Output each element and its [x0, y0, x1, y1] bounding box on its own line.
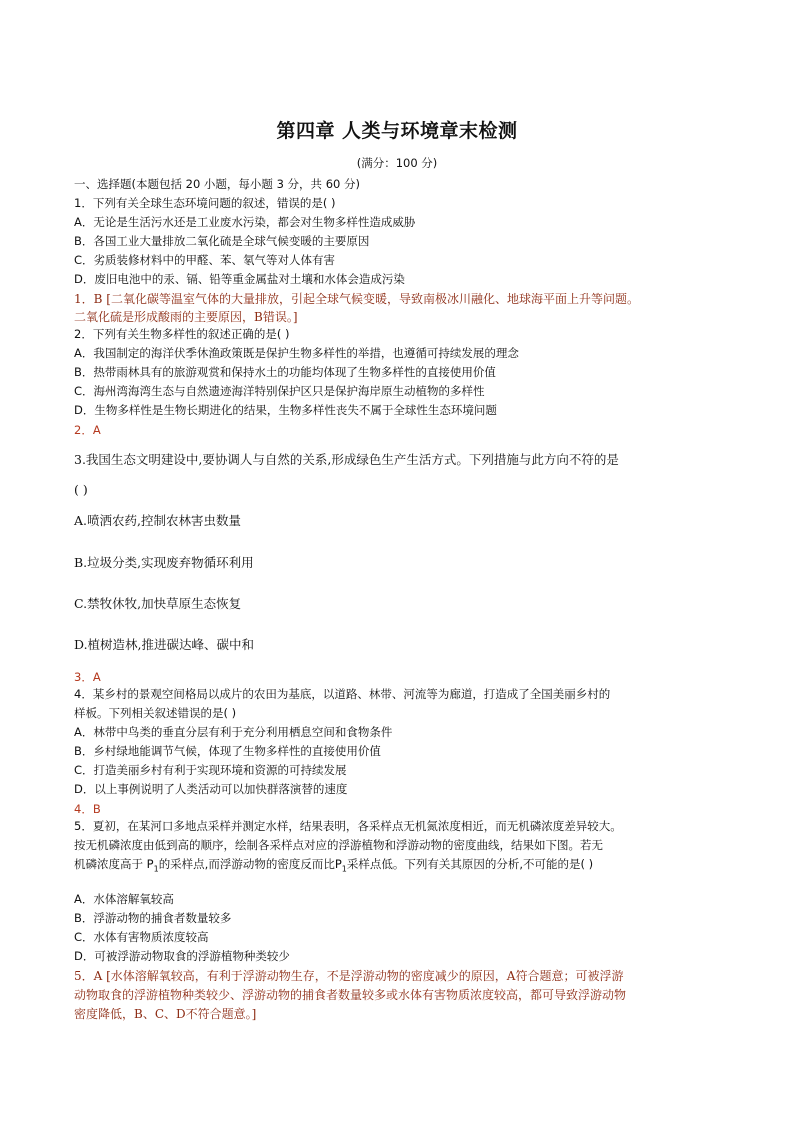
q2-option-b: B．热带雨林具有的旅游观赏和保持水土的功能均体现了生物多样性的直接使用价值	[74, 365, 496, 379]
q5-subscript-2: 1	[341, 864, 347, 874]
q2-option-d: D．生物多样性是生物长期进化的结果，生物多样性丧失不属于全球性生态环境问题	[74, 403, 497, 417]
q4-option-b: B．乡村绿地能调节气候，体现了生物多样性的直接使用价值	[74, 744, 381, 758]
q5-answer-line3: 密度降低，B、C、D不符合题意。]	[74, 1007, 257, 1021]
section-heading: 一、选择题(本题包括 20 小题，每小题 3 分，共 60 分)	[74, 177, 360, 191]
q1-option-d: D．废旧电池中的汞、镉、铅等重金属盐对土壤和水体会造成污染	[74, 272, 405, 286]
q1-option-a: A．无论是生活污水还是工业废水污染，都会对生物多样性造成威胁	[74, 215, 416, 229]
q4-answer: 4．B	[74, 802, 101, 816]
q5-option-a: A．水体溶解氧较高	[74, 892, 174, 906]
q1-option-b: B．各国工业大量排放二氧化硫是全球气候变暖的主要原因	[74, 234, 370, 248]
q1-option-c: C．劣质装修材料中的甲醛、苯、氡气等对人体有害	[74, 253, 336, 267]
q2-stem: 2．下列有关生物多样性的叙述正确的是( )	[74, 327, 290, 341]
page-title: 第四章 人类与环境章末检测	[276, 120, 518, 142]
q1-answer-line1: 1．B [二氧化碳等温室气体的大量排放，引起全球气候变暖，导致南极冰川融化、地球海平面上升等问题。	[74, 292, 639, 306]
q5-answer-line2: 动物取食的浮游植物种类较少、浮游动物的捕食者数量较多或水体有害物质浓度较高，都可导致浮游动物	[74, 988, 627, 1002]
q3-answer: 3．A	[74, 670, 101, 684]
q3-option-d: D.植树造林,推进碳达峰、碳中和	[74, 637, 255, 652]
q5-stem-line2: 按无机磷浓度由低到高的顺序，绘制各采样点对应的浮游植物和浮游动物的密度曲线，结果如下图。若无	[74, 838, 603, 852]
q5-option-c: C．水体有害物质浓度较高	[74, 930, 209, 944]
q3-option-c: C.禁牧休牧,加快草原生态恢复	[74, 596, 242, 611]
q2-option-c: C．海州湾海湾生态与自然遗迹海洋特别保护区只是保护海岸原生动植物的多样性	[74, 384, 485, 398]
q5-option-b: B．浮游动物的捕食者数量较多	[74, 911, 232, 925]
q1-answer-line2: 二氧化硫是形成酸雨的主要原因，B错误。]	[74, 310, 298, 324]
q5-stem-line3-pre: 机磷浓度高于 P	[74, 857, 154, 871]
q5-stem-line3-mid: 的采样点,而浮游动物的密度反而比P	[158, 857, 342, 871]
q4-option-a: A．林带中鸟类的垂直分层有利于充分利用栖息空间和食物条件	[74, 725, 393, 739]
q2-answer: 2．A	[74, 423, 101, 437]
q4-option-d: D．以上事例说明了人类活动可以加快群落演替的速度	[74, 782, 348, 796]
q3-option-a: A.喷洒农药,控制农林害虫数量	[74, 513, 241, 528]
q3-stem: 3.我国生态文明建设中,要协调人与自然的关系,形成绿色生产生活方式。下列措施与此方向不符的是	[74, 452, 619, 467]
q4-option-c: C．打造美丽乡村有利于实现环境和资源的可持续发展	[74, 763, 347, 777]
q3-paren: ( )	[74, 482, 88, 497]
q1-stem: 1．下列有关全球生态环境问题的叙述，错误的是( )	[74, 196, 336, 210]
q3-option-b: B.垃圾分类,实现废弃物循环利用	[74, 555, 254, 570]
q5-subscript: 1	[153, 864, 159, 874]
q5-stem-line3	[74, 856, 593, 877]
q4-stem-line2: 样板。下列相关叙述错误的是( )	[74, 706, 237, 720]
q5-option-d: D．可被浮游动物取食的浮游植物种类较少	[74, 949, 290, 963]
q5-answer-line1: 5．A [水体溶解氧较高，有利于浮游动物生存，不是浮游动物的密度减少的原因，A符合题意；可被浮游	[74, 969, 624, 983]
q5-stem-line3-post: 采样点低。下列有关其原因的分析,不可能的是( )	[346, 857, 594, 871]
q5-stem-line1: 5．夏初，在某河口多地点采样并测定水样，结果表明，各采样点无机氮浓度相近，而无机磷浓度差异较大。	[74, 819, 622, 833]
q2-option-a: A．我国制定的海洋伏季休渔政策既是保护生物多样性的举措，也遵循可持续发展的理念	[74, 346, 519, 360]
q4-stem-line1: 4．某乡村的景观空间格局以成片的农田为基底，以道路、林带、河流等为廊道，打造成了全国美丽乡村的	[74, 687, 611, 701]
score-note: (满分：100 分)	[356, 156, 438, 170]
